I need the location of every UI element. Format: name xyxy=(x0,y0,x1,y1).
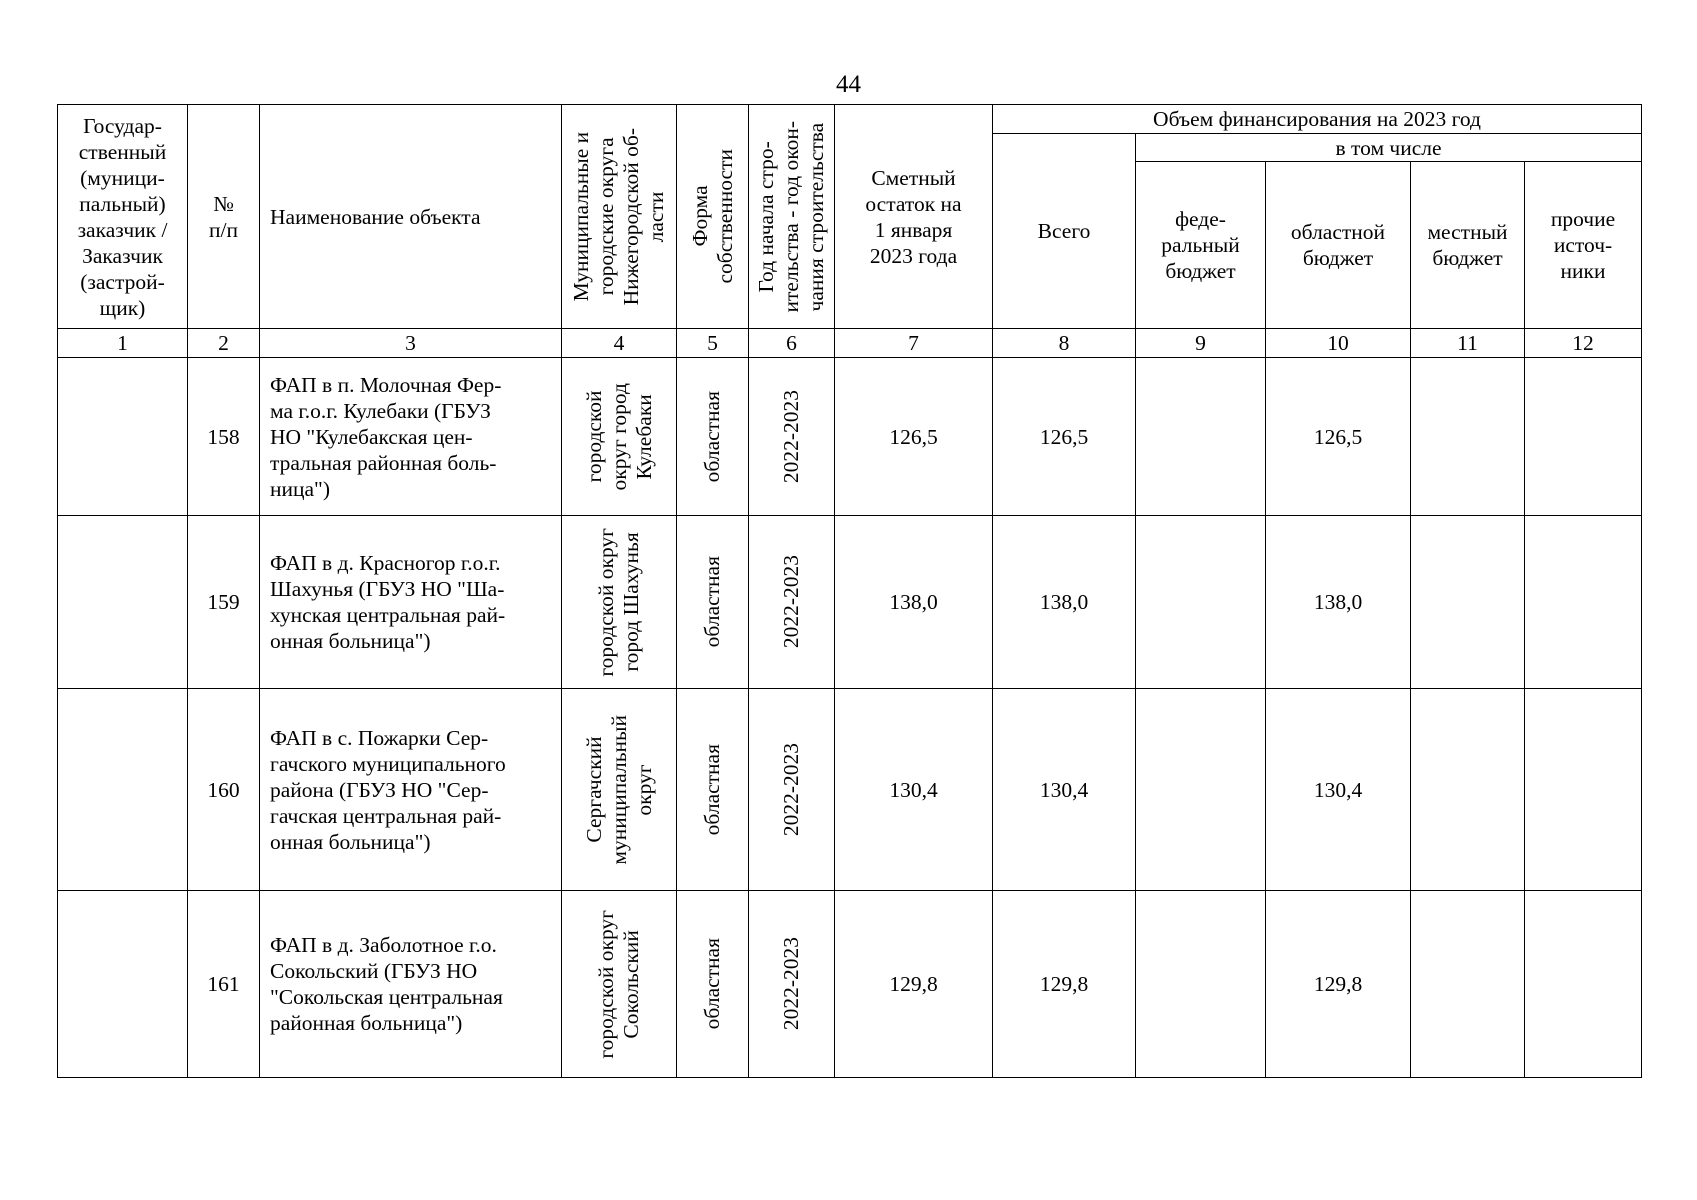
row-ownership xyxy=(677,358,749,516)
column-number: 2 xyxy=(188,329,260,358)
column-number: 1 xyxy=(58,329,188,358)
header-regional: областной бюджет xyxy=(1266,162,1411,329)
header-ownership xyxy=(677,105,749,329)
header-row-1 xyxy=(58,105,1642,134)
row-municipality-text: Сергачский муниципальный округ xyxy=(581,714,656,865)
table-row xyxy=(58,516,1642,689)
row-local xyxy=(1411,689,1525,891)
header-estimate: Сметный остаток на 1 января 2023 года xyxy=(835,105,993,329)
row-total: 129,8 xyxy=(993,891,1136,1078)
row-regional: 129,8 xyxy=(1266,891,1411,1078)
row-municipality xyxy=(562,689,677,891)
row-local xyxy=(1411,891,1525,1078)
row-municipality xyxy=(562,891,677,1078)
financing-table xyxy=(57,104,1642,1078)
row-ownership-text: областная xyxy=(700,556,724,648)
row-regional: 138,0 xyxy=(1266,516,1411,689)
row-federal xyxy=(1136,891,1266,1078)
row-years xyxy=(749,358,835,516)
header-total: Всего xyxy=(993,134,1136,329)
header-years xyxy=(749,105,835,329)
column-number: 11 xyxy=(1411,329,1525,358)
row-ownership-text: областная xyxy=(700,390,724,483)
row-years-text: 2022-2023 xyxy=(779,389,803,484)
header-ownership-text: Форма собственности xyxy=(687,149,737,284)
row-ownership-text: областная xyxy=(700,743,724,836)
header-years-text: Год начала стро- ительства - год окон- чания строительства xyxy=(754,120,828,313)
header-object-name: Наименование объекта xyxy=(260,105,562,329)
header-municipality-text: Муниципальные и городские округа Нижегородской об- ласти xyxy=(569,127,668,306)
row-years xyxy=(749,891,835,1078)
table-row xyxy=(58,358,1642,516)
row-customer xyxy=(58,516,188,689)
row-federal xyxy=(1136,689,1266,891)
column-number: 3 xyxy=(260,329,562,358)
row-other xyxy=(1525,891,1642,1078)
row-estimate: 126,5 xyxy=(835,358,993,516)
column-number: 4 xyxy=(562,329,677,358)
row-object-name: ФАП в п. Молочная Фер- ма г.о.г. Кулебаки (ГБУЗ НО "Кулебакская цен- тральная районная боль- ница") xyxy=(260,358,562,516)
page-number: 44 xyxy=(836,71,861,98)
row-customer xyxy=(58,891,188,1078)
column-number: 12 xyxy=(1525,329,1642,358)
header-customer: Государ- ственный (муници- пальный) заказчик / Заказчик (застрой- щик) xyxy=(58,105,188,329)
row-other xyxy=(1525,358,1642,516)
row-total: 130,4 xyxy=(993,689,1136,891)
row-years-text: 2022-2023 xyxy=(779,937,803,1031)
row-other xyxy=(1525,689,1642,891)
row-ownership xyxy=(677,689,749,891)
table-row xyxy=(58,689,1642,891)
column-number: 8 xyxy=(993,329,1136,358)
table-row xyxy=(58,891,1642,1078)
column-number: 5 xyxy=(677,329,749,358)
row-object-name: ФАП в с. Пожарки Сер- гачского муниципального района (ГБУЗ НО "Сер- гачская центральная рай- онная больница") xyxy=(260,689,562,891)
header-number: № п/п xyxy=(188,105,260,329)
row-regional: 130,4 xyxy=(1266,689,1411,891)
row-federal xyxy=(1136,516,1266,689)
row-local xyxy=(1411,358,1525,516)
row-estimate: 130,4 xyxy=(835,689,993,891)
row-other xyxy=(1525,516,1642,689)
row-total: 126,5 xyxy=(993,358,1136,516)
row-years xyxy=(749,689,835,891)
header-including: в том числе xyxy=(1136,134,1642,162)
row-municipality-text: городской округ Сокольский xyxy=(594,909,643,1059)
row-local xyxy=(1411,516,1525,689)
row-ownership-text: областная xyxy=(700,938,724,1030)
row-number: 161 xyxy=(188,891,260,1078)
row-years xyxy=(749,516,835,689)
column-number-row xyxy=(58,329,1642,358)
row-total: 138,0 xyxy=(993,516,1136,689)
header-municipality xyxy=(562,105,677,329)
row-municipality-text: городской округ город Шахунья xyxy=(594,527,643,677)
column-number: 10 xyxy=(1266,329,1411,358)
row-customer xyxy=(58,689,188,891)
column-number: 9 xyxy=(1136,329,1266,358)
column-number: 6 xyxy=(749,329,835,358)
row-federal xyxy=(1136,358,1266,516)
row-estimate: 138,0 xyxy=(835,516,993,689)
header-other: прочие источ- ники xyxy=(1525,162,1642,329)
row-number: 160 xyxy=(188,689,260,891)
row-years-text: 2022-2023 xyxy=(779,742,803,837)
row-object-name: ФАП в д. Красногор г.о.г. Шахунья (ГБУЗ НО "Ша- хунская центральная рай- онная больница") xyxy=(260,516,562,689)
row-object-name: ФАП в д. Заболотное г.о. Сокольский (ГБУЗ НО "Сокольская центральная районная больница") xyxy=(260,891,562,1078)
row-ownership xyxy=(677,516,749,689)
row-customer xyxy=(58,358,188,516)
row-number: 159 xyxy=(188,516,260,689)
header-federal: феде- ральный бюджет xyxy=(1136,162,1266,329)
row-years-text: 2022-2023 xyxy=(779,555,803,649)
row-municipality-text: городской округ город Кулебаки xyxy=(581,382,656,491)
row-ownership xyxy=(677,891,749,1078)
header-funding-title: Объем финансирования на 2023 год xyxy=(993,105,1642,134)
row-regional: 126,5 xyxy=(1266,358,1411,516)
row-municipality xyxy=(562,358,677,516)
row-number: 158 xyxy=(188,358,260,516)
header-local: местный бюджет xyxy=(1411,162,1525,329)
row-municipality xyxy=(562,516,677,689)
row-estimate: 129,8 xyxy=(835,891,993,1078)
column-number: 7 xyxy=(835,329,993,358)
